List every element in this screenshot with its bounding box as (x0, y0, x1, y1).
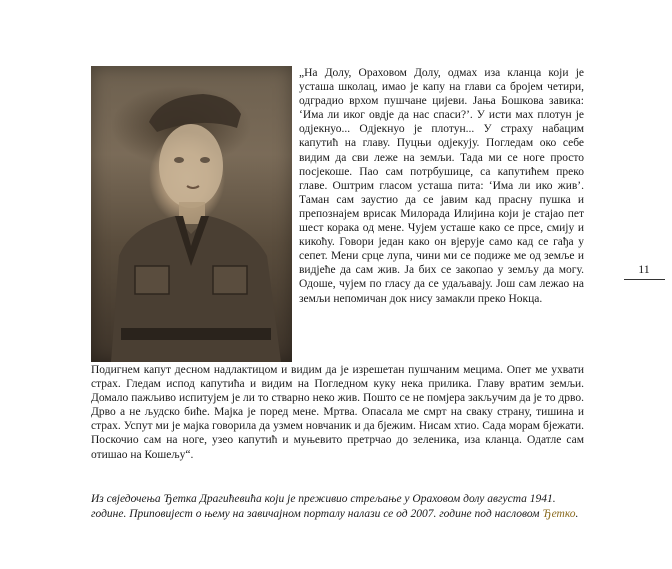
paragraph-right: „На Долу, Ораховом Долу, одмах иза кланца који је усташа школац, имао је капу на глави са бројем четири, одградио врхом пушчане цијеви. Јања Бошкова завика: ‘Има ли иког овдје да нас спаси?’. У исти мах плотун је одјекнуо... Одјекнуо је плотун... У страху набацим капутић на главу. Пуцњи одјекују. Погледам око себе видим да сви леже на земљи. Тада ми се ноге просто посјекоше. Пао сам потрбушице, са капутићем преко главе. Оштрим гласом усташа пита: ‘Има ли ико жив’. Таман сам заустио да се јавим кад прасну пушка и препознајем врисак Милорада Илијина који је стајао пет шест корака од мене. Чујем усташе како се прсе, смију и кикоћу. Говори један како он вјерује само кад се гађа у сепет. Мени срце лупа, чини ми се подиже ме од земље и видјеће да сам жив. Ја бих се закопао у земљу да могу. Одоше, чујем по гласу да се удаљавају. Још сам лежао на земљи непомичан док нису замакли преко Нокца. (299, 67, 584, 305)
page-number-rule (624, 279, 665, 280)
soldier-portrait-photo (91, 66, 292, 362)
page-number: 11 (638, 262, 650, 276)
portrait-drawing (91, 66, 292, 362)
paragraph-bottom: Подигнем капут десном надлактицом и видим да је изрешетан пушчаним мецима. Опет ме ухвати страх. Гледам испод капутића и видим на Погледном куку нека прилика. Главу вратим земљи. Домало пажљиво испитујем је ли то стварно неко жив. Пошто се не помјера закључим да је то дрво. Дрво а не људско биће. Мајка је поред мене. Мртва. Опасала ме смрт на сваку страну, тишина и страх. Успут ми је мајка говорила да узмем новчаник и да бјежим. Нисам хтио. Сада морам бјежати. Поскочио сам на ноге, узео капутић и муњевито претрчао до зеленика, иза кланца. Одатле сам отишао на Кошељу“. (91, 364, 584, 461)
testimony-text-bottom (91, 363, 584, 462)
caption-link[interactable]: Ђетко (542, 508, 576, 520)
source-caption (91, 492, 584, 522)
caption-main: Из свједочења Ђетка Драгићевића који је преживио стрељање у Ораховом долу августа 1941. године. Приповијест о њему на завичајном порталу налази се од 2007. године под насловом (91, 493, 556, 520)
testimony-text-right (299, 66, 584, 306)
caption-end: . (575, 508, 579, 520)
